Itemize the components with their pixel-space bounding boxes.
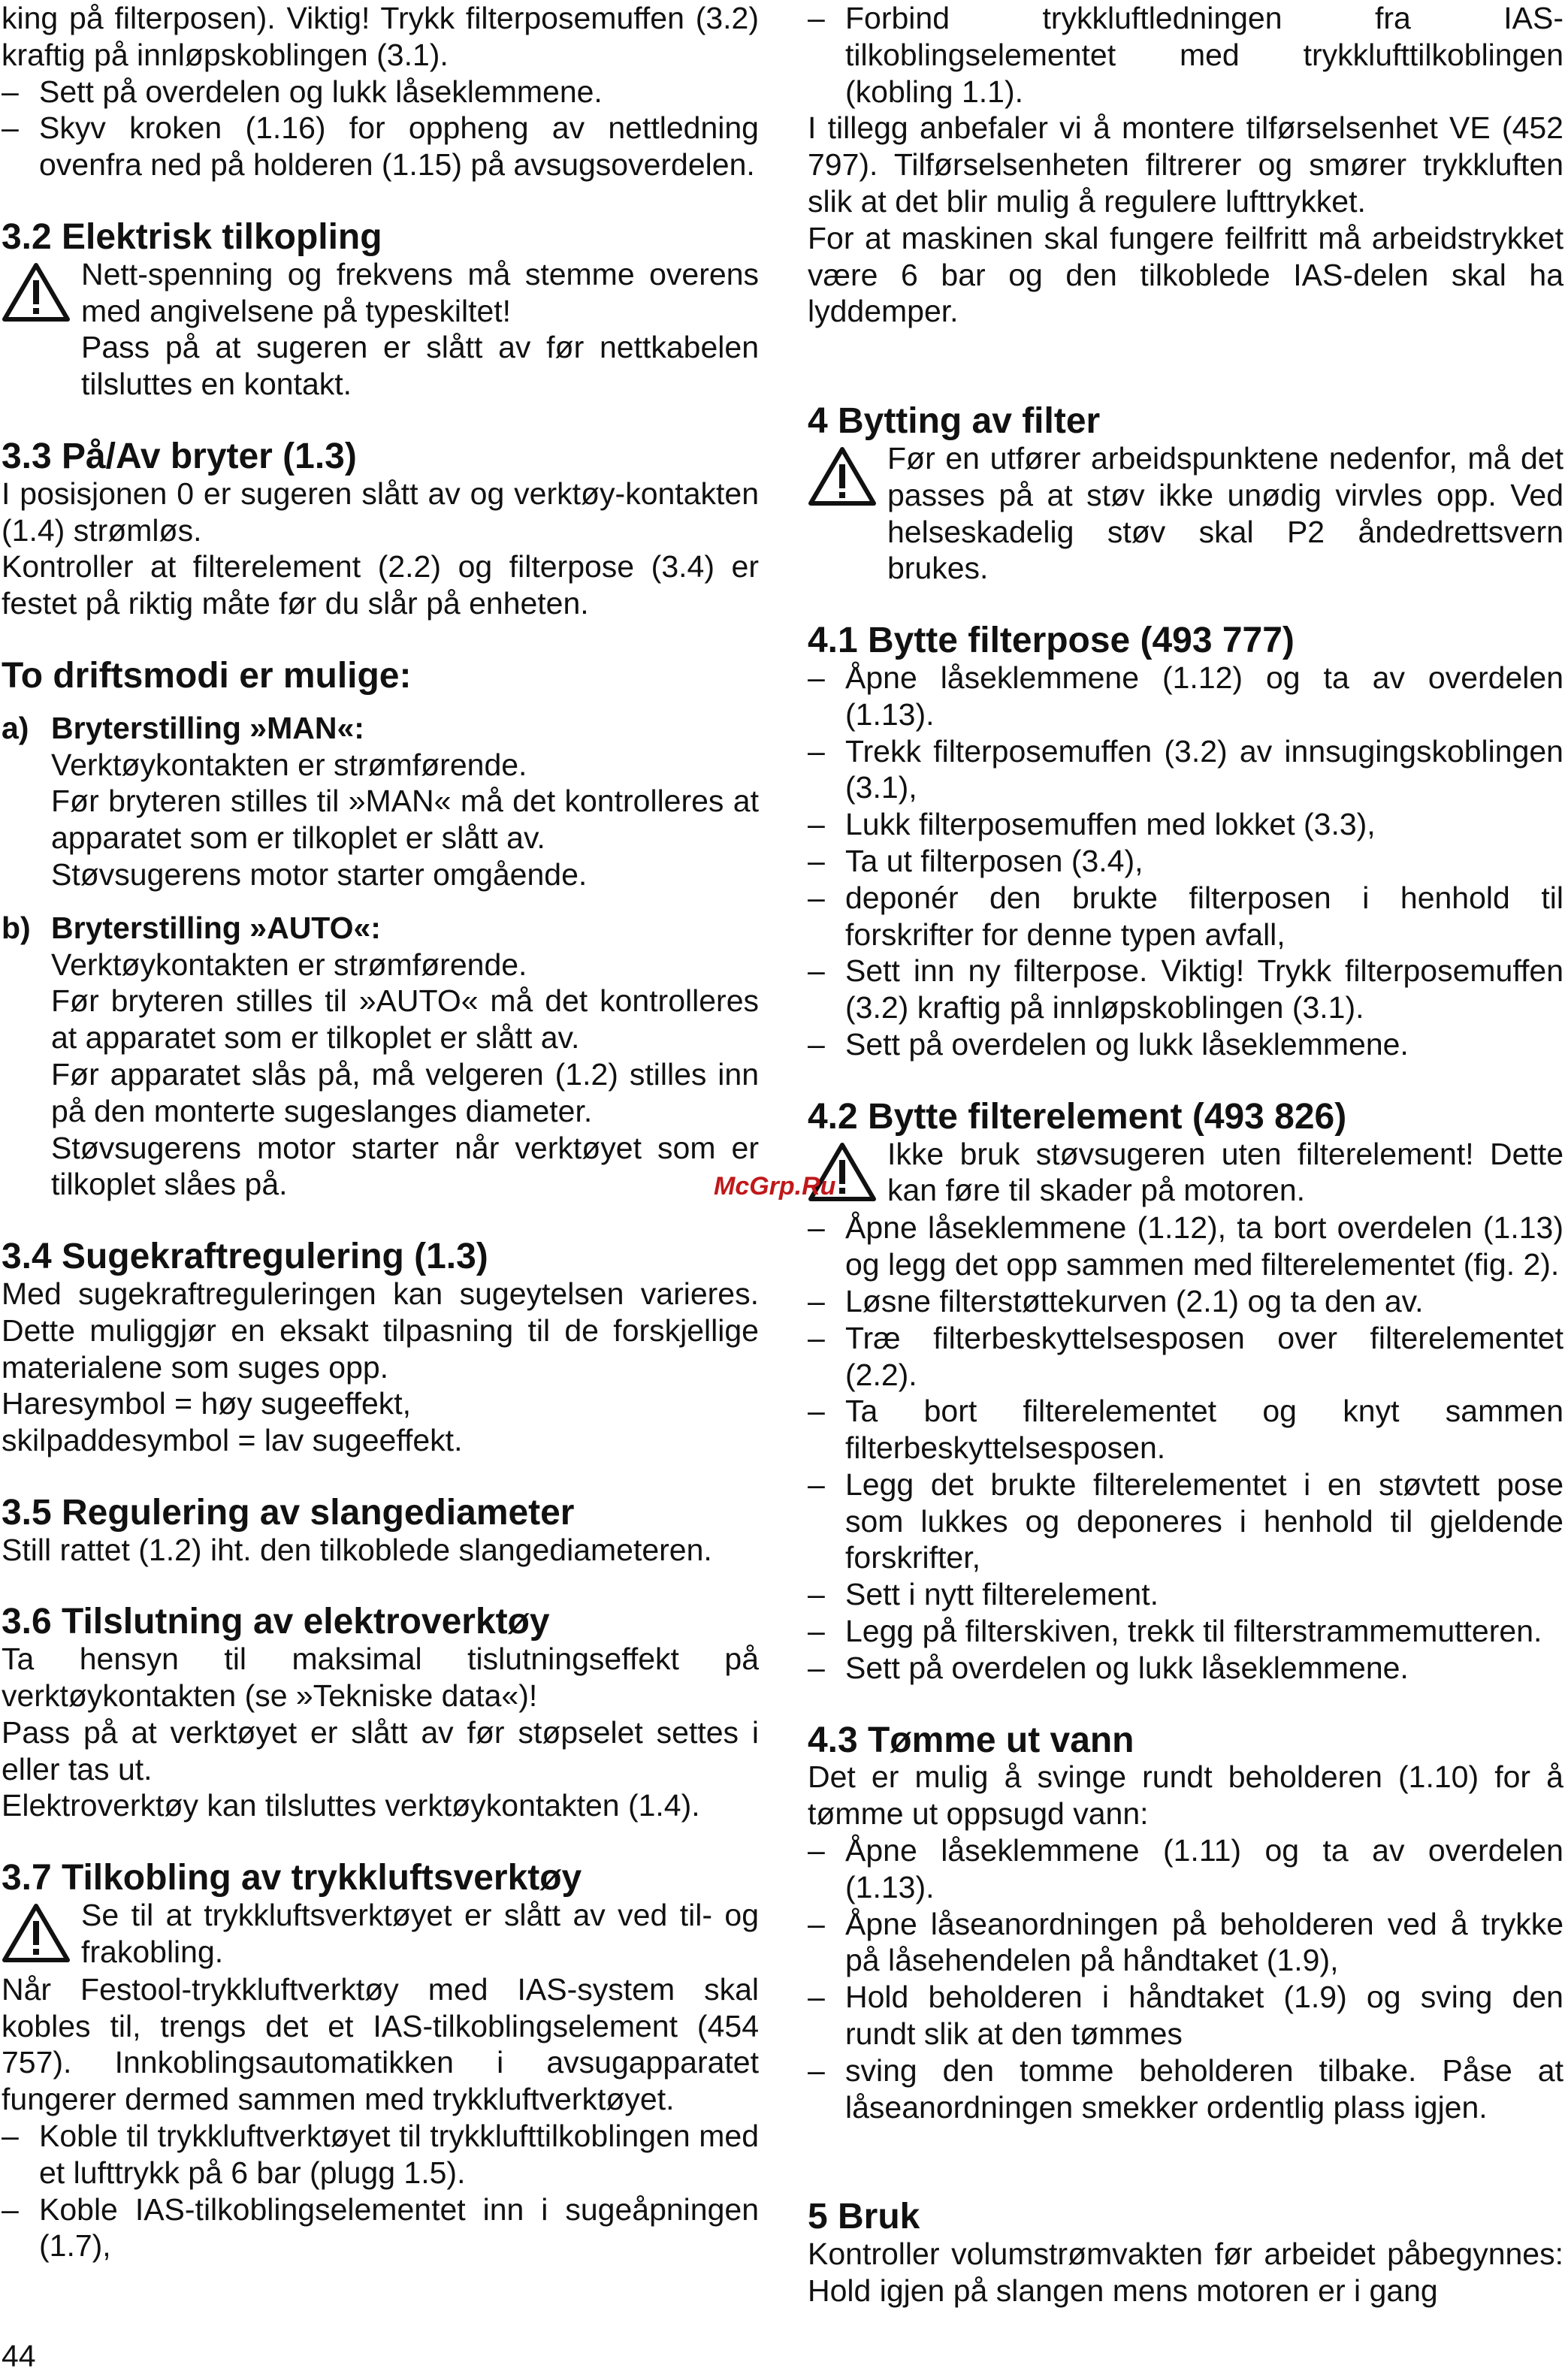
- modes-heading: To driftsmodi er mulige:: [2, 655, 412, 696]
- paragraph: For at maskinen skal fungere feilfritt må arbeidstrykket være 6 bar og den tilkobledе IAS-delen skal ha lyddemper.: [808, 220, 1563, 329]
- warning-block: [808, 1136, 1563, 1210]
- warning-text: Ikke bruk støvsugeren uten filterelement! Dette kan føre til skader på motoren.: [887, 1136, 1563, 1208]
- list-item: – Sett inn ny filterpose. Viktig! Trykk filterposemuffen (3.2) kraftig på innløpskoblingen (3.1).: [808, 953, 1563, 1026]
- section-heading-4-1: 4.1 Bytte filterpose (493 777): [808, 621, 1295, 661]
- paragraph: Kontroller volumstrømvakten før arbeidet påbegynnes: Hold igjen på slangen mens motoren er i gang: [808, 2237, 1563, 2309]
- intro-text: king på filterposen). Viktig! Trykk filterposemuffen (3.2) kraftig på innløpskoblingen (3.1).: [2, 1, 759, 72]
- paragraph: Verktøykontakten er strømførende.: [51, 747, 527, 782]
- paragraph: Verktøykontakten er strømførende.: [51, 947, 527, 982]
- list-item: – deponér den brukte filterposen i henhold til forskrifter for denne typen avfall,: [808, 880, 1563, 953]
- page-number: 44: [2, 2339, 36, 2373]
- warning-text: Nett-spenning og frekvens må stemme overens med angivelsene på typeskiltet!: [81, 256, 759, 328]
- list-item: – Koble IAS-tilkoblingselementet inn i sugeåpningen (1.7),: [2, 2191, 759, 2265]
- section-heading-3-6: 3.6 Tilslutning av elektroverktøy: [2, 1602, 550, 1642]
- warning-block: [2, 256, 759, 403]
- paragraph: skilpaddesymbol = lav sugeeffekt.: [2, 1423, 463, 1458]
- watermark: McGrp.Ru: [714, 1172, 836, 1201]
- list-item: – Legg det brukte filterelementet i en støvtett pose som lukkes og deponeres i henhold til gjeldende forskrifter,: [808, 1466, 1563, 1576]
- list-item: – Sett på overdelen og lukk låseklemmene.: [808, 1026, 1563, 1063]
- paragraph: Still rattet (1.2) iht. den tilkoblede slangediameteren.: [2, 1532, 712, 1567]
- list-item: – Forbind trykkluftledningen fra IAS-tilkoblingselementet med trykklufttilkoblingen (kobling 1.1).: [808, 0, 1563, 110]
- section-heading-5: 5 Bruk: [808, 2197, 920, 2237]
- section-heading-4-3: 4.3 Tømme ut vann: [808, 1720, 1134, 1760]
- bullet-list: [808, 1210, 1563, 1686]
- paragraph: Kontroller at filterelement (2.2) og filterpose (3.4) er festet på riktig måte før du slår på enheten.: [2, 549, 759, 621]
- bullet-list: [808, 0, 1563, 110]
- warning-text: Se til at trykkluftsverktøyet er slått av ved til- og frakobling.: [81, 1898, 759, 1969]
- warning-text: Pass på at sugeren er slått av før nettkabelen tilsluttes en kontakt.: [81, 330, 759, 402]
- section-heading-3-2: 3.2 Elektrisk tilkopling: [2, 216, 382, 257]
- mode-title: Bryterstilling »MAN«:: [51, 710, 364, 745]
- paragraph: Haresymbol = høy sugeeffekt,: [2, 1386, 412, 1421]
- paragraph: I tillegg anbefaler vi å montere tilførselsenhet VE (452 797). Tilførselsenheten filtrerer og smører trykkluften slik at det blir mulig å regulere lufttrykket.: [808, 110, 1563, 219]
- paragraph: Det er mulig å svinge rundt beholderen (1.10) for å tømme ut oppsugd vann:: [808, 1759, 1563, 1832]
- paragraph: Når Festool-trykkluftverktøy med IAS-system skal kobles til, trengs det et IAS-tilkoblingselement (454 757). Innkoblingsautomatikken i avsugapparatet fungerer dermed sammen med trykkluftverktøyet.: [2, 1971, 759, 2117]
- list-item: – Åpne låseanordningen på beholderen ved å trykke på låsehendelen på håndtaket (1.9),: [808, 1906, 1563, 1980]
- warning-icon: [2, 256, 81, 331]
- list-item: – Trekk filterposemuffen (3.2) av innsugingskoblingen (3.1),: [808, 733, 1563, 807]
- list-item: – Sett i nytt filterelement.: [808, 1576, 1563, 1613]
- mode-label: b): [2, 910, 31, 945]
- warning-block: [808, 440, 1563, 587]
- paragraph: Før bryteren stilles til »MAN« må det kontrolleres at apparatet som er tilkoplet er slått av.: [51, 784, 759, 856]
- paragraph: I posisjonen 0 er sugeren slått av og verktøy-kontakten (1.4) strømløs.: [2, 476, 759, 548]
- left-column: [2, 0, 759, 2264]
- list-item: – Ta bort filterelementet og knyt sammen filterbeskyttelsesposen.: [808, 1393, 1563, 1466]
- warning-icon: [2, 1897, 81, 1971]
- intro-bullets: [2, 74, 759, 183]
- paragraph: Før bryteren stilles til »AUTO« må det kontrolleres at apparatet som er tilkoplet er slått av.: [51, 983, 759, 1056]
- list-item: – Lukk filterposemuffen med lokket (3.3),: [808, 806, 1563, 843]
- list-item: – Koble til trykkluftverktøyet til trykklufttilkoblingen med et lufttrykk på 6 bar (plugg 1.5).: [2, 2118, 759, 2191]
- mode-a: [2, 710, 759, 893]
- bullet-list: [808, 1832, 1563, 2125]
- warning-block: [2, 1897, 759, 1971]
- mode-title: Bryterstilling »AUTO«:: [51, 910, 381, 945]
- bullet-list: [2, 2118, 759, 2264]
- list-item: – Skyv kroken (1.16) for oppheng av nettledning ovenfra ned på holderen (1.15) på avsugsoverdelen.: [2, 110, 759, 183]
- paragraph: Støvsugerens motor starter når verktøyet som er tilkoplet slåes på.: [51, 1130, 759, 1202]
- section-heading-4: 4 Bytting av filter: [808, 401, 1101, 442]
- list-item: – Træ filterbeskyttelsesposen over filterelementet (2.2).: [808, 1320, 1563, 1394]
- list-item: – Åpne låseklemmene (1.12) og ta av overdelen (1.13).: [808, 660, 1563, 733]
- section-heading-4-2: 4.2 Bytte filterelement (493 826): [808, 1096, 1347, 1137]
- paragraph: Ta hensyn til maksimal tislutningseffekt på verktøykontakten (se »Tekniske data«)!: [2, 1642, 759, 1714]
- paragraph: Støvsugerens motor starter omgående.: [51, 856, 588, 892]
- paragraph: Pass på at verktøyet er slått av før støpselet settes i eller tas ut.: [2, 1714, 759, 1787]
- bullet-list: [808, 660, 1563, 1063]
- section-heading-3-7: 3.7 Tilkobling av trykkluftsverktøy: [2, 1858, 582, 1898]
- right-column: [808, 0, 1563, 2309]
- list-item: – Sett på overdelen og lukk låseklemmene.: [808, 1650, 1563, 1687]
- warning-text: Før en utfører arbeidspunktene nedenfor, må det passes på at støv ikke unødig virvles opp. Ved helseskadelig støv skal P2 åndedrettsvern brukes.: [887, 440, 1563, 586]
- section-heading-3-4: 3.4 Sugekraftregulering (1.3): [2, 1237, 488, 1277]
- paragraph: Elektroverktøy kan tilsluttes verktøykontakten (1.4).: [2, 1788, 700, 1823]
- list-item: – Løsne filterstøttekurven (2.1) og ta den av.: [808, 1283, 1563, 1320]
- warning-icon: [808, 440, 887, 515]
- list-item: – Åpne låseklemmene (1.12), ta bort overdelen (1.13) og legg det opp sammen med filterelementet (fig. 2).: [808, 1210, 1563, 1283]
- list-item: – Ta ut filterposen (3.4),: [808, 843, 1563, 880]
- paragraph: Før apparatet slås på, må velgeren (1.2) stilles inn på den monterte sugeslanges diameter.: [51, 1056, 759, 1128]
- list-item: – Åpne låseklemmene (1.11) og ta av overdelen (1.13).: [808, 1832, 1563, 1906]
- section-heading-3-3: 3.3 På/Av bryter (1.3): [2, 436, 357, 476]
- mode-label: a): [2, 710, 29, 745]
- list-item: – Legg på filterskiven, trekk til filterstrammemutteren.: [808, 1613, 1563, 1650]
- list-item: – Hold beholderen i håndtaket (1.9) og sving den rundt slik at den tømmes: [808, 1979, 1563, 2052]
- section-heading-3-5: 3.5 Regulering av slangediameter: [2, 1492, 575, 1533]
- mode-b: [2, 910, 759, 1203]
- list-item: – sving den tomme beholderen tilbake. Påse at låseanordningen smekker ordentlig plass igjen.: [808, 2052, 1563, 2126]
- paragraph: Med sugekraftreguleringen kan sugeytelsen varieres. Dette muliggjør en eksakt tilpasning til de forskjellige materialene som suges opp.: [2, 1276, 759, 1385]
- list-item: – Sett på overdelen og lukk låseklemmene.: [2, 74, 759, 110]
